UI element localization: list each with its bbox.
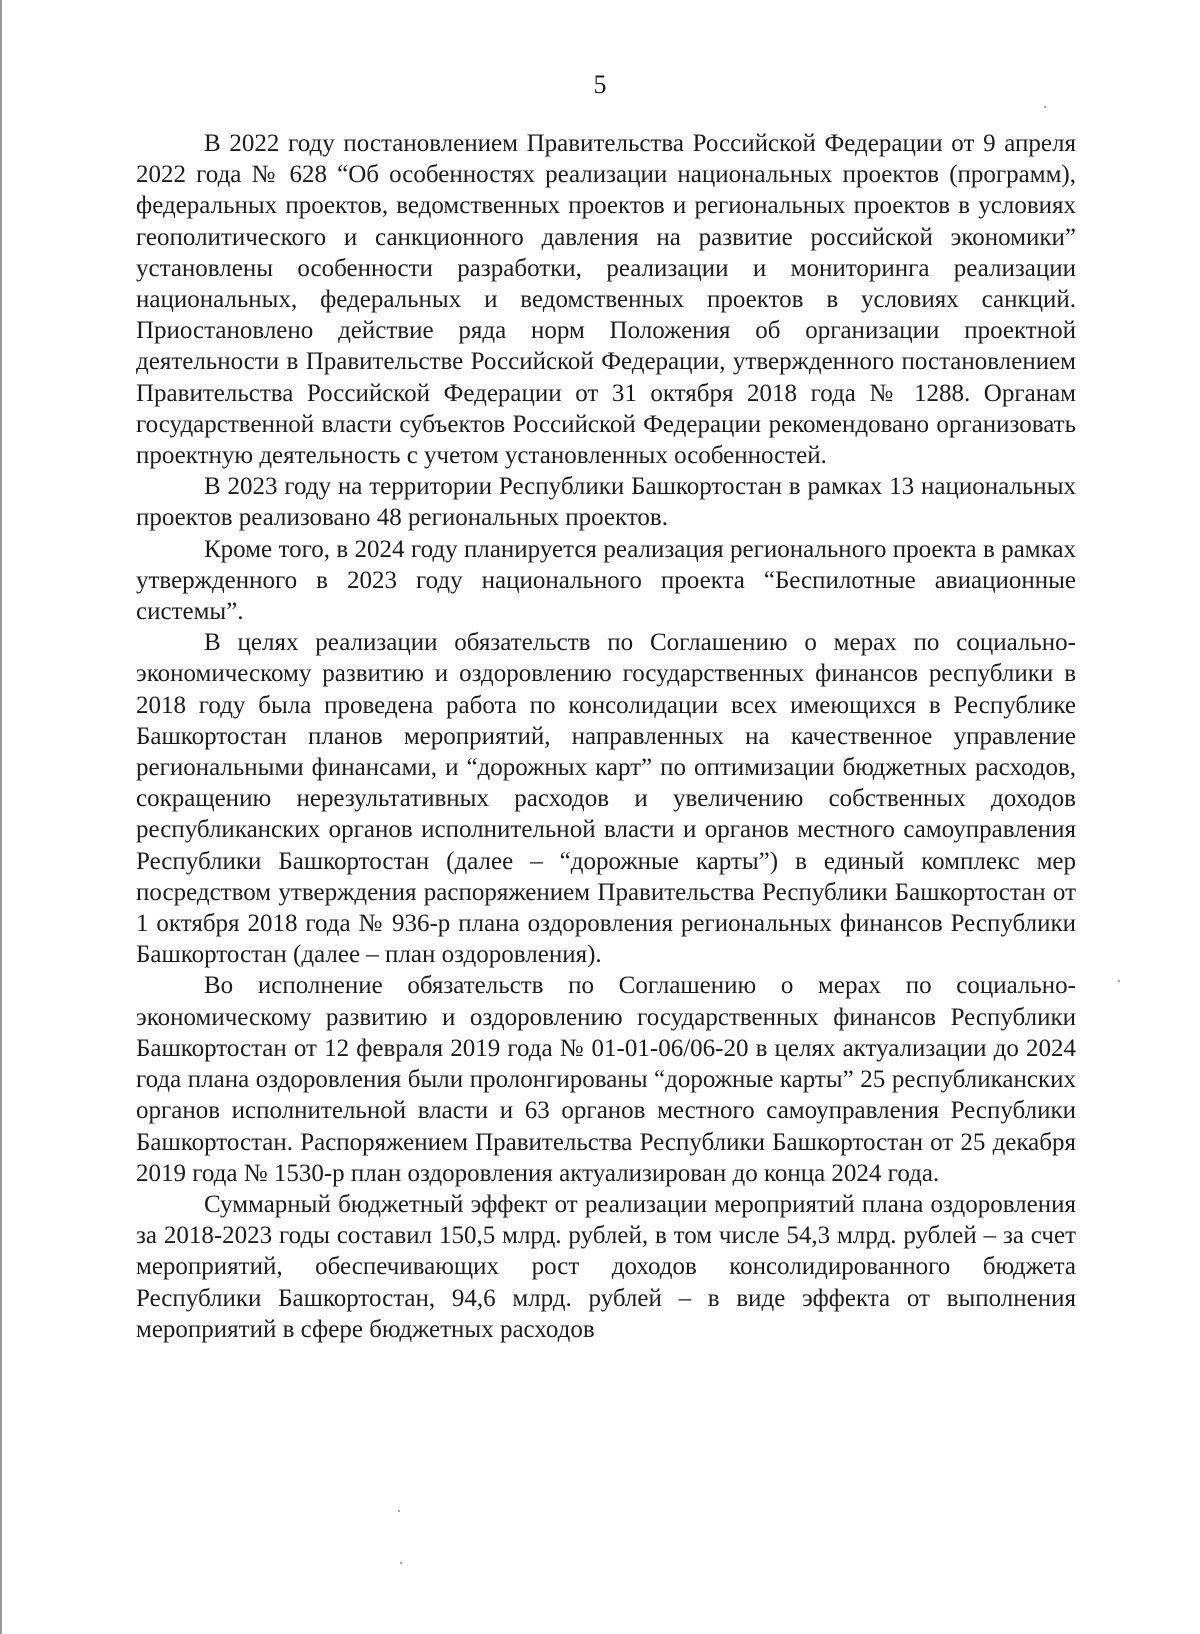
paragraph-1: В 2022 году постановлением Правительства Российской Федерации от 9 апреля 2022 года № 628 “Об особенностях реализации национальных проектов (программ), федеральных проектов, ведомственных проектов и региональных проектов в условиях геополитического и санкционного давления на развитие российской экономики” установлены особенности разработки, реализации и мониторинга реализации национальных, федеральных и ведомственных проектов в условиях санкций. Приостановлено действие ряда норм Положения об организации проектной деятельности в Правительстве Российской Федерации, утвержденного постановлением Правительства Российской Федерации от 31 октября 2018 года № 1288. Органам государственной власти субъектов Российской Федерации рекомендовано организовать проектную деятельность с учетом установленных особенностей. [136, 130, 1076, 470]
paragraph-2: В 2023 году на территории Республики Башкортостан в рамках 13 национальных проектов реализовано 48 региональных проектов. [136, 473, 1076, 532]
scan-left-edge [0, 0, 2, 1634]
scan-speck [400, 1562, 402, 1564]
scan-speck [398, 1510, 400, 1512]
scan-speck [1044, 106, 1046, 108]
paragraph-6: Суммарный бюджетный эффект от реализации мероприятий плана оздоровления за 2018-2023 годы составил 150,5 млрд. рублей, в том числе 54,3 млрд. рублей – за счет мероприятий, обеспечивающих рост доходов консолидированного бюджета Республики Башкортостан, 94,6 млрд. рублей – в виде эффекта от выполнения мероприятий в сфере бюджетных расходов [136, 1190, 1076, 1343]
page-number: 5 [593, 70, 607, 99]
paragraph-5: Во исполнение обязательств по Соглашению о мерах по социально-экономическому развитию и оздоровлению государственных финансов Республики Башкортостан от 12 февраля 2019 года № 01-01-06/06-20 в целях актуализации до 2024 года плана оздоровления были пролонгированы “дорожные карты” 25 республиканских органов исполнительной власти и 63 органов местного самоуправления Республики Башкортостан. Распоряжением Правительства Республики Башкортостан от 25 декабря 2019 года № 1530-р план оздоровления актуализирован до конца 2024 года. [136, 972, 1076, 1187]
document-body [136, 128, 1076, 1345]
scan-speck [1118, 980, 1120, 982]
paragraph-3: Кроме того, в 2024 году планируется реализация регионального проекта в рамках утвержденного в 2023 году национального проекта “Беспилотные авиационные системы”. [136, 535, 1076, 626]
paragraph-4: В целях реализации обязательств по Соглашению о мерах по социально-экономическому развитию и оздоровлению государственных финансов республики в 2018 году была проведена работа по консолидации всех имеющихся в Республике Башкортостан планов мероприятий, направленных на качественное управление региональными финансами, и “дорожных карт” по оптимизации бюджетных расходов, сокращению нерезультативных расходов и увеличению собственных доходов республиканских органов исполнительной власти и органов местного самоуправления Республики Башкортостан (далее – “дорожные карты”) в единый комплекс мер посредством утверждения распоряжением Правительства Республики Башкортостан от 1 октября 2018 года № 936-р плана оздоровления региональных финансов Республики Башкортостан (далее – план оздоровления). [136, 629, 1076, 969]
